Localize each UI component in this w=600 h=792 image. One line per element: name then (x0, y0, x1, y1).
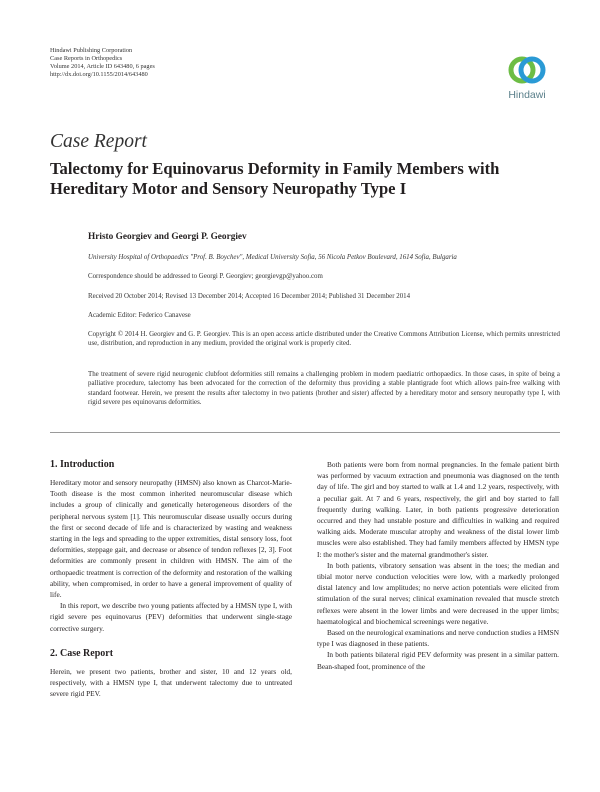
case-report-paragraph: Both patients were born from normal pregnancies. In the female patient birth was performed by vacuum extraction and pneumonia was diagnosed on the tenth day of life. The girl and boy started to walk at 1.4 and 1.2 years, respectively, with a peculiar gait. At 7 and 6 years, respectively, the girl and boy started to fall frequently during walking. Later, in both patients progressive deterioration occurred and they had unstable posture and difficulties in walking and required walking aids. Moderate muscular atrophy and weakness of the distal lower limb muscles were also established. They had family members affected by HMSN type I: the mother's sister and the maternal grandmother's sister. (317, 460, 559, 559)
hindawi-logo-text: Hindawi (508, 89, 546, 101)
section-divider (50, 432, 560, 433)
case-report-paragraph: In both patients bilateral rigid PEV deformity was present in a similar pattern. Bean-shaped foot, prominence of the (317, 650, 559, 671)
left-column (50, 459, 292, 699)
article-title: Talectomy for Equinovarus Deformity in Family Members with Hereditary Motor and Sensory Neuropathy Type I (50, 159, 500, 198)
publication-dates: Received 20 October 2014; Revised 13 December 2014; Accepted 16 December 2014; Published 31 December 2014 (88, 293, 411, 300)
volume-line: Volume 2014, Article ID 643480, 6 pages (50, 63, 155, 70)
publisher-line: Hindawi Publishing Corporation (50, 47, 133, 54)
abstract: The treatment of severe rigid neurogenic clubfoot deformities still remains a challenging problem in modern paediatric orthopaedics. In those cases, in spite of being a palliative procedure, talectomy has been advocated for the correction of the deformity thus providing a stable plantigrade foot which allows pain-free walking with standard footwear. Herein, we present the results after talectomy in two patients (brother and sister) affected by a hereditary motor and sensory neuropathy type I, with rigid severe pes equinovarus deformities. (88, 371, 560, 406)
introduction-paragraph: In this report, we describe two young patients affected by a HMSN type I, with rigid severe pes equinovarus (PEV) deformities that underwent single-stage corrective surgery. (50, 601, 292, 633)
case-report-paragraph: Herein, we present two patients, brother and sister, 10 and 12 years old, respectively, with a HMSN type I, that underwent talectomy due to untreated severe rigid PEV. (50, 666, 292, 699)
introduction-heading: 1. Introduction (50, 459, 115, 470)
right-column (317, 459, 559, 672)
journal-name-line: Case Reports in Orthopedics (50, 55, 123, 62)
case-report-paragraph: Based on the neurological examinations and nerve conduction studies a HMSN type I was diagnosed in these patients. (317, 628, 559, 649)
journal-header (50, 47, 350, 79)
academic-editor: Academic Editor: Federico Canavese (88, 312, 191, 319)
case-report-paragraph: In both patients, vibratory sensation was absent in the toes; the median and tibial motor nerve conduction velocities were low, with a markedly prolonged distal latency and low amplitudes; no nerve action potentials were elicited from stimulation of the sural nerves; clinical examination revealed that muscle stretch reflexes were absent in the lower limbs and were decreased in the upper limbs; haematological and biochemical screenings were negative. (317, 560, 559, 626)
introduction-paragraph: Hereditary motor and sensory neuropathy (HMSN) also known as Charcot-Marie-Tooth disease is the most common inherited neuromuscular disease which includes a group of clinically and genetically heterogeneous disorders of the peripheral nervous system [1]. This neuromuscular disease usually occurs during the first or second decade of life and is characterized by wasting and weakness starting in the legs and spreading to the upper extremities, distal sensory loss, foot deformities, steppage gait, and decrease or absence of tendon reflexes [2, 3]. Foot deformities are commonly present in children with HMSN. The aim of the orthopaedic treatment is correction of the deformity and restoration of the walking ability, when compromised, in order to have a general improvement of quality of life. (50, 478, 292, 600)
case-report-heading: 2. Case Report (50, 647, 114, 659)
affiliation: University Hospital of Orthopaedics "Prof. B. Boychev", Medical University Sofia, 56 Nicola Petkov Boulevard, 1614 Sofia, Bulgaria (88, 254, 457, 261)
article-type: Case Report (50, 131, 147, 152)
correspondence: Correspondence should be addressed to Georgi P. Georgiev; georgievgp@yahoo.com (88, 273, 323, 280)
authors: Hristo Georgiev and Georgi P. Georgiev (88, 232, 247, 242)
copyright-notice: Copyright © 2014 H. Georgiev and G. P. Georgiev. This is an open access article distributed under the Creative Commons Attribution License, which permits unrestricted use, distribution, and reproduction in any medium, provided the original work is properly cited. (88, 331, 560, 348)
doi-link[interactable]: http://dx.doi.org/10.1155/2014/643480 (50, 71, 148, 78)
